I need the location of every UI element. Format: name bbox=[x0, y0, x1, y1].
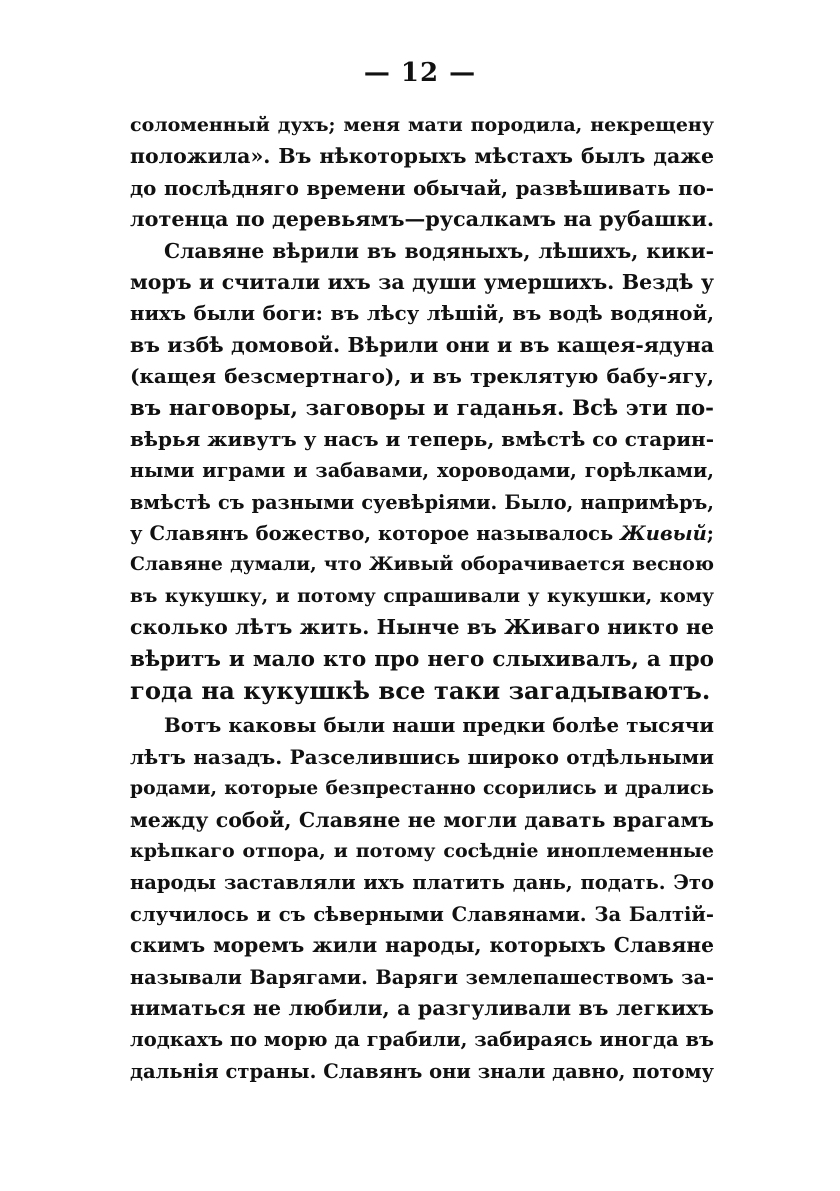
text-line: родами, которые безпрестанно ссорились и дрались bbox=[130, 777, 714, 800]
text-line: нихъ были боги: въ лѣсу лѣшій, въ водѣ водяной, bbox=[130, 301, 714, 326]
text-line: народы заставляли ихъ платить дань, подать. Это bbox=[130, 871, 714, 895]
text-line: у Славянъ божество, которое называлось Живый; bbox=[130, 522, 714, 546]
paragraph bbox=[130, 236, 714, 707]
text-line: (кащея безсмертнаго), и въ треклятую бабу-ягу, bbox=[130, 364, 714, 389]
text-line: между собой, Славяне не могли давать врагамъ bbox=[130, 807, 714, 832]
text-line: крѣпкаго отпора, и потому сосѣдніе иноплеменные bbox=[130, 839, 714, 862]
text-line: Вотъ каковы были наши предки болѣе тысячи bbox=[164, 713, 714, 738]
text-line: называли Варягами. Варяги землепашествомъ за- bbox=[130, 965, 714, 989]
text-line: скимъ моремъ жили народы, которыхъ Славяне bbox=[130, 933, 714, 958]
text-line: случилось и съ сѣверными Славянами. За Балтій- bbox=[130, 902, 714, 926]
text-line: положила». Въ нѣкоторыхъ мѣстахъ былъ даже bbox=[130, 144, 714, 169]
page-number: — 12 — bbox=[363, 58, 477, 88]
text-line: вѣритъ и мало кто про него слыхивалъ, а про bbox=[130, 646, 714, 672]
text-line: сколько лѣтъ жить. Нынче въ Живаго никто не bbox=[130, 615, 714, 640]
text-line: лотенца по деревьямъ—русалкамъ на рубашки. bbox=[130, 207, 714, 232]
emphasized-word: Живый bbox=[620, 522, 707, 546]
text-line: ными играми и забавами, хороводами, горѣлками, bbox=[130, 459, 714, 483]
paragraph bbox=[130, 110, 714, 236]
body-text bbox=[130, 110, 714, 1087]
text-line: лѣтъ назадъ. Разселившись широко отдѣльными bbox=[130, 744, 714, 769]
text-line: соломенный духъ; меня мати породила, некрещену bbox=[130, 114, 714, 136]
text-line: вмѣстѣ съ разными суевѣріями. Было, напримѣръ, bbox=[130, 490, 714, 514]
text-line: ниматься не любили, а разгуливали въ легкихъ bbox=[130, 995, 714, 1020]
text-line: въ избѣ домовой. Вѣрили они и въ кащея-ядуна bbox=[130, 332, 714, 357]
text-line: лодкахъ по морю да грабили, забираясь иногда въ bbox=[130, 1028, 714, 1052]
text-line: года на кукушкѣ все таки загадываютъ. bbox=[130, 676, 711, 706]
text-line: моръ и считали ихъ за души умершихъ. Вездѣ у bbox=[130, 269, 714, 294]
text-line: въ наговоры, заговоры и гаданья. Всѣ эти по- bbox=[130, 395, 714, 421]
text-line: дальнія страны. Славянъ они знали давно, потому bbox=[130, 1059, 714, 1083]
text-line: Славяне думали, что Живый оборачивается весною bbox=[130, 553, 714, 576]
text-line: въ кукушку, и потому спрашивали у кукушки, кому bbox=[130, 584, 714, 607]
text-line: Славяне вѣрили въ водяныхъ, лѣшихъ, кики- bbox=[164, 238, 714, 263]
text-line: до послѣдняго времени обычай, развѣшивать по- bbox=[130, 175, 714, 200]
text-line: вѣрья живутъ у насъ и теперь, вмѣстѣ со старин- bbox=[130, 426, 714, 451]
paragraph bbox=[130, 710, 714, 1087]
